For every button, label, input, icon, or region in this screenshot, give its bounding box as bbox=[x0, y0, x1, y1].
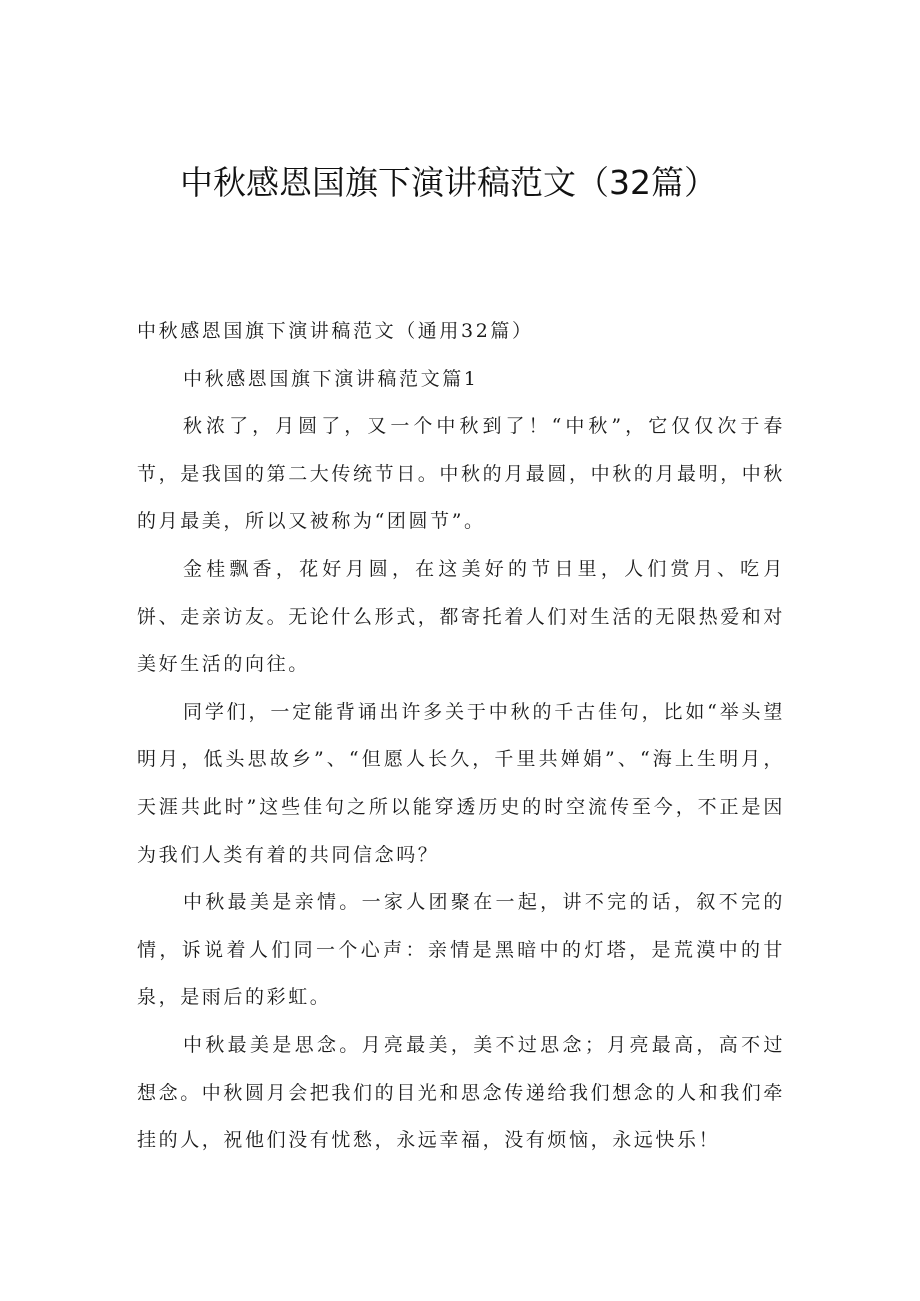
document-body bbox=[137, 308, 785, 1165]
paragraph-1: 秋浓了，月圆了，又一个中秋到了！“中秋”，它仅仅次于春节，是我国的第二大传统节日。中秋的月最圆，中秋的月最明，中秋的月最美，所以又被称为“团圆节”。 bbox=[137, 415, 786, 533]
paragraph-3: 同学们，一定能背诵出许多关于中秋的千古佳句，比如“举头望明月，低头思故乡”、“但愿人长久，千里共婵娟”、“海上生明月，天涯共此时”这些佳句之所以能穿透历史的时空流传至今，不正是因为我们人类有着的共同信念吗？ bbox=[137, 700, 785, 866]
paragraph-2: 金桂飘香，花好月圆，在这美好的节日里，人们赏月、吃月饼、走亲访友。无论什么形式，都寄托着人们对生活的无限热爱和对美好生活的向往。 bbox=[137, 557, 786, 676]
paragraph-5: 中秋最美是思念。月亮最美，美不过思念；月亮最高，高不过想念。中秋圆月会把我们的目光和思念传递给我们想念的人和我们牵挂的人，祝他们没有忧愁，永远幸福，没有烦恼，永远快乐！ bbox=[137, 1033, 786, 1152]
document-subtitle: 中秋感恩国旗下演讲稿范文（通用32篇） bbox=[137, 320, 534, 342]
section-heading: 中秋感恩国旗下演讲稿范文篇1 bbox=[183, 367, 479, 390]
paragraph-4: 中秋最美是亲情。一家人团聚在一起，讲不完的话，叙不完的情，诉说着人们同一个心声：亲情是黑暗中的灯塔，是荒漠中的甘泉，是雨后的彩虹。 bbox=[137, 891, 785, 1009]
document-title: 中秋感恩国旗下演讲稿范文（32篇） bbox=[180, 163, 717, 202]
